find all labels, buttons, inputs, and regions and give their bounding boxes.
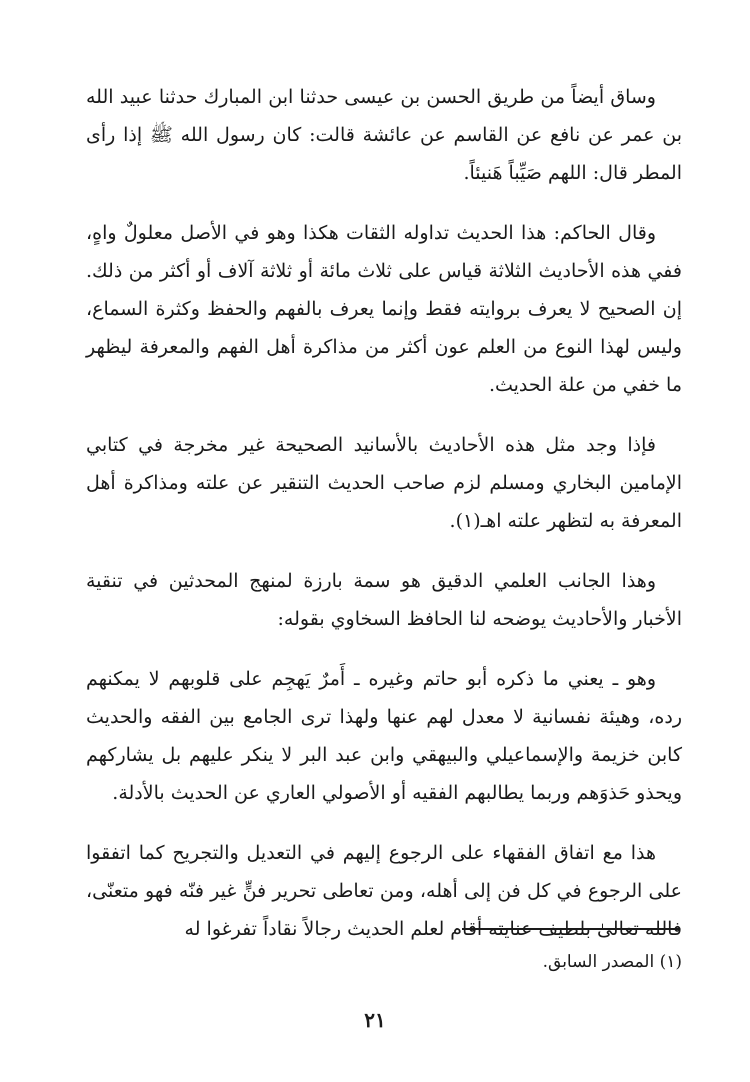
paragraph-5: وهو ـ يعني ما ذكره أبو حاتم وغيره ـ أَمرٌ يَهجِم على قلوبهم لا يمكنهم رده، وهيئة نفسانية لا معدل لهم عنها ولهذا ترى الجامع بين الفقه والحديث كابن خزيمة والإسماعيلي والبيهقي وابن عبد البر لا ينكر عليهم بل يشاركهم ويحذو حَذوَهم وربما يطالبهم الفقيه أو الأصولي العاري عن الحديث بالأدلة. — [86, 668, 682, 804]
paragraph-2: وقال الحاكم: هذا الحديث تداوله الثقات هكذا وهو في الأصل معلولٌ واهٍ، ففي هذه الأحاديث الثلاثة قياس على ثلاث مائة أو ثلاثة آلاف أو أكثر من ذلك. إن الصحيح لا يعرف بروايته فقط وإنما يعرف بالفهم والحفظ وكثرة السماع، وليس لهذا النوع من العلم عون أكثر من مذاكرة أهل الفهم والمعرفة ليظهر ما خفي من علة الحديث. — [86, 222, 682, 396]
paragraph-4: وهذا الجانب العلمي الدقيق هو سمة بارزة لمنهج المحدثين في تنقية الأخبار والأحاديث يوضحه لنا الحافظ السخاوي بقوله: — [86, 570, 682, 630]
paragraph-3: فإذا وجد مثل هذه الأحاديث بالأسانيد الصحيحة غير مخرجة في كتابي الإمامين البخاري ومسلم لزم صاحب الحديث التنقير عن علته ومذاكرة أهل المعرفة به لتظهر علته اهـ(١). — [86, 434, 682, 532]
paragraph-6: هذا مع اتفاق الفقهاء على الرجوع إليهم في التعديل والتجريح كما اتفقوا على الرجوع في كل فن إلى أهله، ومن تعاطى تحرير فنٍّ غير فنّه فهو متعنّى، فالله تعالىٰ بلطيف عنايته أقام لعلم الحديث رجالاً نقاداً تفرغوا له — [86, 842, 682, 940]
main-text — [86, 78, 682, 970]
page-number: ٢١ — [364, 1008, 386, 1032]
paragraph-1: وساق أيضاً من طريق الحسن بن عيسى حدثنا ابن المبارك حدثنا عبيد الله بن عمر عن نافع عن القاسم عن عائشة قالت: كان رسول الله ﷺ إذا رأى المطر قال: اللهم صَيِّباً هَنيئاً. — [86, 86, 682, 184]
footnote-divider — [462, 928, 680, 930]
footnote: (١) المصدر السابق. — [542, 952, 682, 972]
